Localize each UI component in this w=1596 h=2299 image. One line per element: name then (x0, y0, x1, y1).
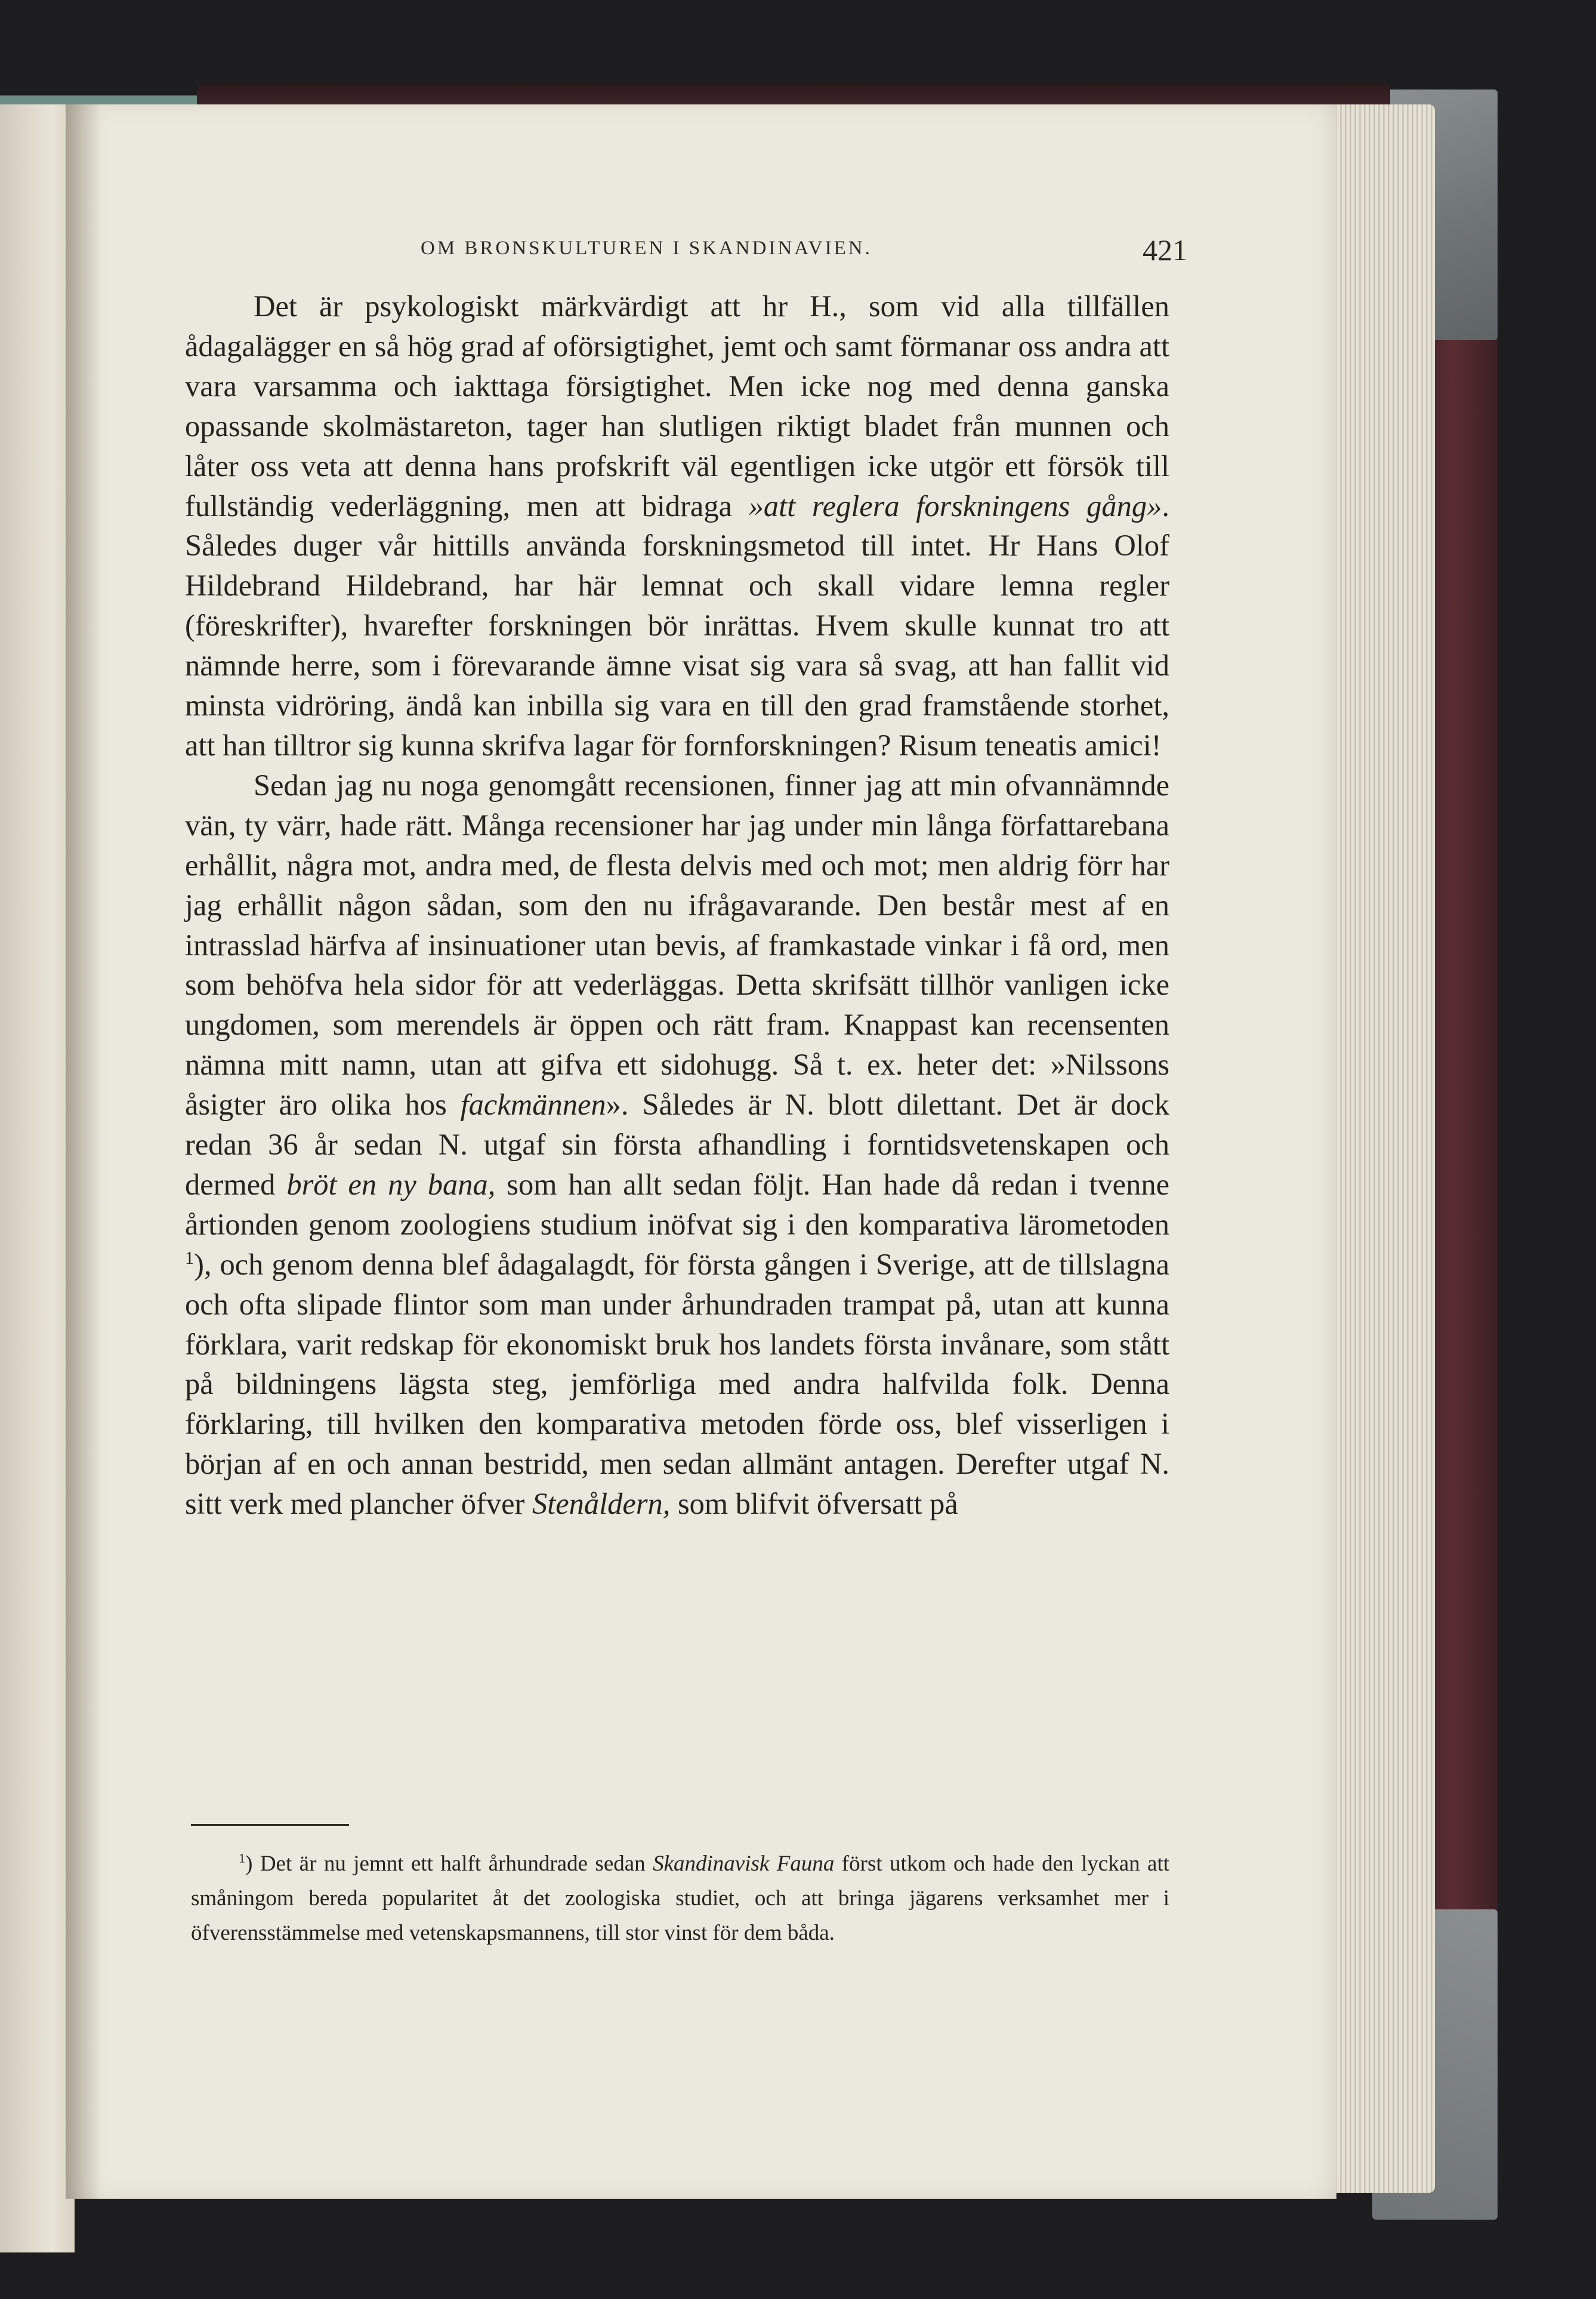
footnote-ref: 1 (185, 1247, 195, 1268)
text-run: . Således duger vår hittills använda forskningsmetod till intet. Hr Hans Olof Hildebrand Hildebrand, har här lemnat och skall vidare lemna regler (föreskrifter), hvarefter forskningen bör inrättas. Hvem skulle kunnat tro att nämnde herre, som i förevarande ämne visat sig vara så svag, att han fallit vid minsta vidröring, ändå kan inbilla sig vara en till den grad framstående storhet, att han tilltror sig kunna skrifva lagar för fornforskningen? Risum teneatis amici! (185, 489, 1169, 762)
emphasis: fackmännen (460, 1088, 606, 1122)
footnote (191, 1847, 1169, 1951)
running-head (185, 233, 1187, 269)
text-run: som blifvit öfversatt på (670, 1487, 958, 1521)
page-gutter-shadow (66, 104, 101, 2199)
footnotes (191, 1847, 1169, 1951)
footnote-rule (191, 1824, 349, 1826)
text-run: Det är psykologiskt märkvärdigt att hr H., som vid alla tillfällen ådagalägger en så hög grad af oförsigtighet, jemt och samt förmanar oss andra att vara varsamma och iakttaga försigtighet. Men icke nog med denna ganska opassande skolmästareton, tager han slutligen riktigt bladet från munnen och låter oss veta att denna hans profskrift väl egentligen icke utgör ett försök till fullständig vederläggning, men att bidraga (185, 289, 1169, 523)
running-title: OM BRONSKULTUREN I SKANDINAVIEN. (421, 237, 872, 259)
facing-page (0, 104, 75, 2252)
text-run: som han allt sedan följt. Han hade då redan i tvenne årtionden genom zoologiens studium inöfvat sig i den komparativa lärometoden (185, 1167, 1169, 1241)
text-run: ) Det är nu jemnt ett halft århundrade sedan (245, 1851, 653, 1876)
body-text (185, 286, 1169, 1524)
page-edges (1328, 104, 1435, 2193)
text-run: Sedan jag nu noga genomgått recensionen, finner jag att min ofvannämnde vän, ty värr, hade rätt. Många recensioner har jag under min långa författarebana erhållit, några mot, andra med, de flesta delvis med och mot; men aldrig förr har jag erhållit någon sådan, som den nu ifrågavarande. Den består mest af en intrasslad härfva af insinuationer utan bevis, af framkastade vinkar i få ord, men som behöfva hela sidor för att vederläggas. Detta skrifsätt tillhör vanligen icke ungdomen, som merendels är öppen och rätt fram. Knappast kan recensenten nämna mitt namn, utan att gifva ett sidohugg. Så t. ex. heter det: »Nilssons åsigter äro olika hos (185, 768, 1169, 1122)
footnote-marker: 1 (239, 1850, 246, 1866)
emphasis: Skandinavisk Fauna (653, 1851, 835, 1876)
paragraph (185, 766, 1169, 1524)
emphasis: »att reglera forskningens gång» (748, 489, 1162, 523)
text-run: först utkom och hade den lyckan att småningom bereda popularitet åt det zoologiska studiet, och att bringa jägarens verksamhet mer i öfverensstämmelse med vetenskapsmannens, till stor vinst för dem båda. (191, 1851, 1170, 1945)
emphasis: bröt en ny bana, (286, 1167, 496, 1201)
paragraph (185, 286, 1169, 766)
text-run: ». Således är N. blott dilettant. Det är dock redan 36 år sedan N. utgaf sin första afhandling i forntidsvetenskapen och dermed (185, 1088, 1169, 1201)
page-number: 421 (1143, 233, 1187, 267)
text-run: ), och genom denna blef ådagalagdt, för första gången i Sverige, att de tillslagna och ofta slipade flintor som man under århundraden trampat på, utan att kunna förklara, varit redskap för ekonomiskt bruk hos landets första invånare, som stått på bildningens lägsta steg, jemförliga med andra halfvilda folk. Denna förklaring, till hvilken den komparativa metoden förde oss, blef visserligen i början af en och annan bestridd, men sedan allmänt antagen. Derefter utgaf N. sitt verk med plancher öfver (185, 1247, 1169, 1521)
emphasis: Stenåldern, (532, 1487, 671, 1521)
